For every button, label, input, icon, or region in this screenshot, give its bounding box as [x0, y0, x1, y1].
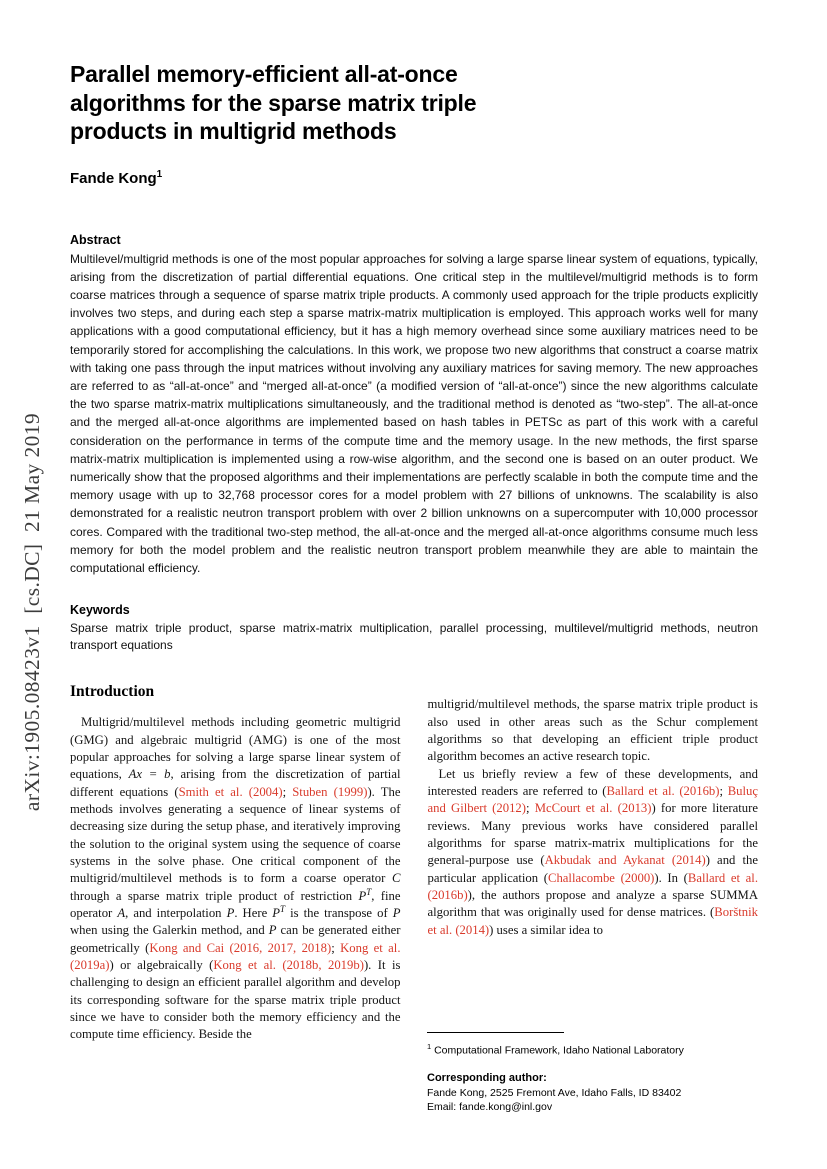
introduction-paragraph-continued [428, 696, 759, 765]
citation-link[interactable]: McCourt et al. (2013) [534, 801, 652, 816]
citation-link[interactable]: Ballard et al. (2016b) [427, 870, 758, 902]
email-address[interactable]: fande.kong@inl.gov [459, 1101, 553, 1113]
text-segment: through a sparse matrix triple product of restriction [70, 888, 359, 903]
keywords-text: Sparse matrix triple product, sparse matrix-matrix multiplication, parallel processing, multilevel/multigrid methods, neutron transport equations [70, 621, 758, 652]
left-column [70, 683, 401, 1044]
text-segment: ). In ( [654, 870, 688, 885]
text-segment: P [268, 923, 277, 938]
text-segment: when using the Galerkin method, and [70, 923, 269, 938]
text-segment: ; [331, 940, 341, 955]
text-segment: ) and the particular application ( [427, 853, 758, 885]
citation-link[interactable]: Kong et al. (2018b, 2019b) [213, 957, 364, 972]
text-segment: ) uses a similar idea to [489, 922, 603, 937]
abstract-heading: Abstract [70, 232, 121, 247]
text-segment: ). The methods involves generating a sequence of linear systems of decreasing size during the setup phase, and iteratively improving the solution to the original system using the sequence of coarse systems in the solve phase. One critical component of the multigrid/multilevel methods is to form a coarse operator [70, 784, 401, 886]
text-segment: ; [719, 783, 728, 798]
text-segment: ), the authors propose and analyze a sparse SUMMA algorithm that was originally used for dense matrices. ( [427, 887, 758, 920]
affiliation-footnote-text: Computational Framework, Idaho National Laboratory [434, 1044, 684, 1057]
paper-content [70, 0, 758, 1044]
paper-title: Parallel memory-efficient all-at-once algorithms for the sparse matrix triple products in multigrid methods [70, 61, 477, 144]
text-segment: ) for more literature reviews. Many previous works have considered parallel algorithms for sparse matrix-matrix multiplications for the general-purpose use ( [427, 801, 758, 868]
citation-link[interactable]: Challacombe (2000) [547, 870, 655, 885]
author-affiliation-marker: 1 [156, 168, 163, 180]
footnote-area [427, 1032, 758, 1115]
citation-link[interactable]: Ballard et al. (2016b) [606, 783, 720, 798]
text-segment: can be generated either geometrically ( [70, 923, 401, 955]
affiliation-footnote [427, 1040, 758, 1058]
citation-link[interactable]: Akbudak and Aykanat (2014) [544, 853, 706, 868]
text-segment: ). It is challenging to design an efficient parallel algorithm and develop its corresponding software for the sparse matrix triple product since we have to consider both the memory efficiency and the compute time efficiency. Beside the [70, 957, 401, 1042]
citation-link[interactable]: Smith et al. (2004) [178, 784, 283, 799]
text-segment: P [358, 888, 367, 903]
text-segment: , arising from the discretization of partial different equations ( [70, 767, 401, 799]
text-segment: . Here [234, 905, 273, 920]
right-column [428, 683, 759, 1044]
corresponding-author-address: Fande Kong, 2525 Fremont Ave, Idaho Falls, ID 83402 [427, 1086, 682, 1099]
text-segment: Multigrid/multilevel methods including geometric multigrid (GMG) and algebraic multigrid (AMG) is one of the most popular approaches for solving a large sparse linear system of equations, [70, 715, 401, 782]
text-segment: , and interpolation [125, 905, 227, 920]
text-segment: , fine operator [70, 888, 401, 920]
citation-link[interactable]: Borštnik et al. (2014) [427, 905, 758, 937]
text-segment: ) or algebraically ( [109, 957, 214, 972]
email-label: Email: [427, 1101, 457, 1113]
text-segment: ; [526, 801, 535, 816]
author-line [70, 169, 758, 187]
text-segment: Let us briefly review a few of these developments, and interested readers are referred to ( [427, 766, 758, 798]
text-segment: ; [282, 784, 293, 799]
citation-link[interactable]: Kong and Cai (2016, 2017, 2018) [149, 940, 332, 955]
text-segment: multigrid/multilevel methods, the sparse matrix triple product is also used in other areas such as the Schur complement algorithms so that developing an efficient triple product algorithm becomes an active research topic. [427, 697, 758, 764]
keywords-section [70, 603, 758, 653]
corresponding-author-heading: Corresponding author: [427, 1071, 547, 1084]
introduction-heading: Introduction [70, 683, 155, 701]
introduction-paragraph [70, 714, 401, 1044]
literature-review-paragraph [428, 766, 759, 939]
citation-link[interactable]: Stuben (1999) [292, 784, 368, 799]
text-segment: P [392, 905, 401, 920]
corresponding-author-email-line [427, 1100, 758, 1115]
citation-link[interactable]: Buluç and Gilbert (2012) [427, 783, 759, 816]
text-segment: C [392, 871, 401, 886]
text-segment: Ax = b [128, 767, 171, 782]
affiliation-footnote-marker: 1 [427, 1042, 432, 1051]
arxiv-watermark: arXiv:1905.08423v1 [cs.DC] 21 May 2019 [20, 412, 44, 812]
abstract-text: Multilevel/multigrid methods is one of the most popular approaches for solving a large sparse linear system of equations, typically, arising from the discretization of partial differential equations. One critical step in the multilevel/multigrid methods is to form coarse matrices through a sequence of sparse matrix triple products. A commonly used approach for the triple products explicitly involves two steps, and during each step a sparse matrix-matrix multiplication is employed. This approach works well for many applications with a good computational efficiency, but it has a high memory overhead since some auxiliary matrices need to be temporarily stored for accomplishing the calculations. In this work, we propose two new algorithms that construct a coarse matrix with taking one pass through the input matrices without involving any auxiliary matrices for saving memory. The new approaches are referred to as “all-at-once” and “merged all-at-once” (a modified version of “all-at-once”) since the new algorithms calculate the two sparse matrix-matrix multiplications simultaneously, and the traditional method is denoted as “two-step”. The all-at-once and the merged all-at-once algorithms are implemented based on hash tables in PETSc as part of this work with a careful consideration on the performance in terms of the compute time and the memory usage. In the new methods, the first sparse matrix-matrix multiplication is implemented using a row-wise algorithm, and the second one is based on an outer product. We numerically show that the proposed algorithms and their implementations are perfectly scalable in both the compute time and the memory usage with up to 32,768 processor cores for a model problem with 27 billions of unknowns. The scalability is also demonstrated for a realistic neutron transport problem with over 2 billion unknowns on a supercomputer with 10,000 processor cores. Compared with the traditional two-step method, the all-at-once and the merged all-at-once algorithms consume much less memory for both the model problem and the realistic neutron transport problem meanwhile they are able to maintain the computational efficiency. [70, 251, 758, 575]
text-segment: T [280, 903, 286, 914]
author-name: Fande Kong [70, 169, 157, 187]
text-segment: T [366, 886, 372, 897]
footnote-rule [427, 1032, 564, 1033]
two-column-body [70, 683, 758, 1044]
abstract-section [70, 233, 758, 578]
citation-link[interactable]: Kong et al. (2019a) [70, 940, 401, 972]
text-segment: P [272, 905, 281, 920]
text-segment: A [117, 905, 126, 920]
keywords-heading: Keywords [70, 603, 130, 618]
text-segment: P [226, 905, 235, 920]
text-segment: is the transpose of [285, 905, 393, 920]
